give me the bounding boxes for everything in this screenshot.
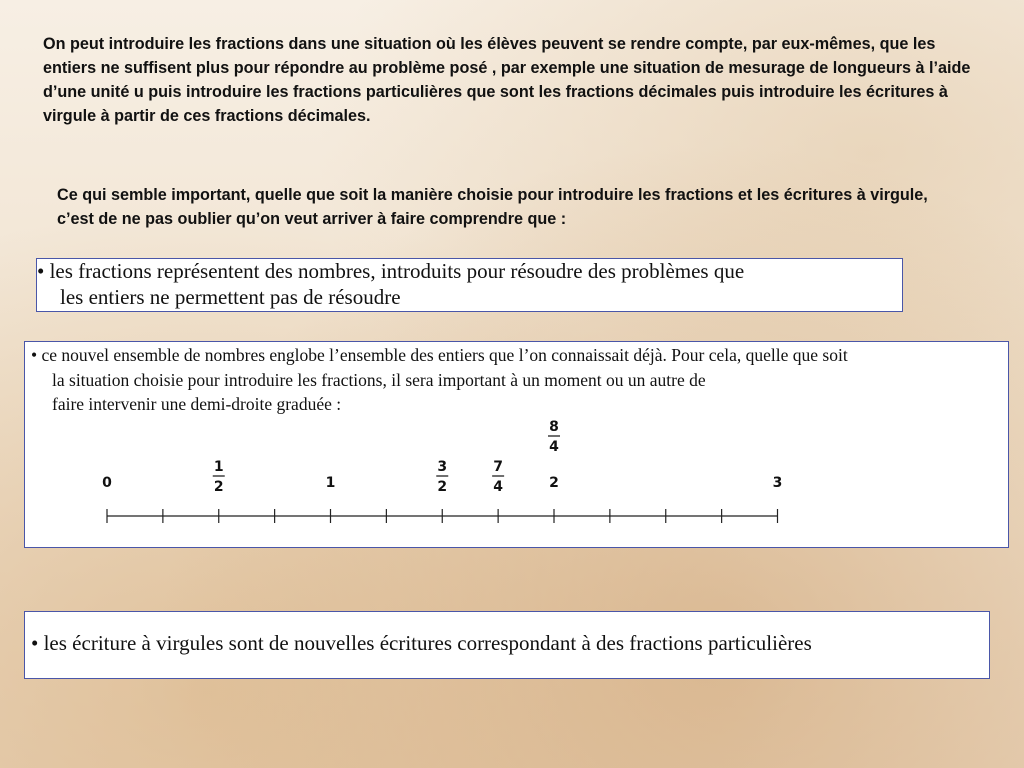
box1-line1: • les fractions représentent des nombres, introduits pour résoudre des problèmes que (37, 259, 745, 283)
fraction-numerator: 3 (437, 459, 448, 475)
important-paragraph: Ce qui semble important, quelle que soit la manière choisie pour introduire les fractions et les écritures à virgule, c’est de ne pas oublier qu’on veut arriver à faire comprendre que : (57, 186, 928, 228)
fraction-denominator: 2 (437, 479, 448, 495)
fraction-numerator: 8 (549, 419, 559, 435)
fraction-numerator: 7 (493, 459, 503, 475)
number-line-box (24, 341, 1009, 548)
box2-line3: faire intervenir une demi-droite graduée : (52, 394, 342, 414)
fraction-denominator: 4 (549, 439, 559, 455)
box2-line1: • ce nouvel ensemble de nombres englobe l’ensemble des entiers que l’on connaissait déjà. Pour cela, quelle que soit (31, 345, 848, 365)
fractions-numbers-box (36, 258, 903, 312)
fraction-denominator: 2 (213, 479, 224, 495)
fraction-numerator: 1 (213, 459, 224, 475)
number-line-label: 3 (772, 475, 783, 491)
fraction-denominator: 4 (493, 479, 503, 495)
box3-line1: • les écriture à virgules sont de nouvelles écritures correspondant à des fractions particulières (31, 631, 812, 655)
number-line-label: 1 (325, 475, 336, 491)
decimal-writing-box (24, 611, 990, 679)
number-line-label: 2 (549, 475, 559, 491)
intro-paragraph: On peut introduire les fractions dans une situation où les élèves peuvent se rendre compte, par eux-mêmes, que les entiers ne suffisent plus pour répondre au problème posé , par exemple une situation de mesurage de longueurs à l’aide d’une unité u puis introduire les fractions particulières que sont les fractions décimales puis introduire les écritures à virgule à partir de ces fractions décimales. (43, 35, 971, 125)
box1-line2: les entiers ne permettent pas de résoudre (60, 285, 401, 309)
box2-line2: la situation choisie pour introduire les fractions, il sera important à un moment ou un autre de (52, 370, 706, 390)
number-line-label: 0 (102, 475, 112, 491)
graduated-half-line (25, 342, 1008, 547)
